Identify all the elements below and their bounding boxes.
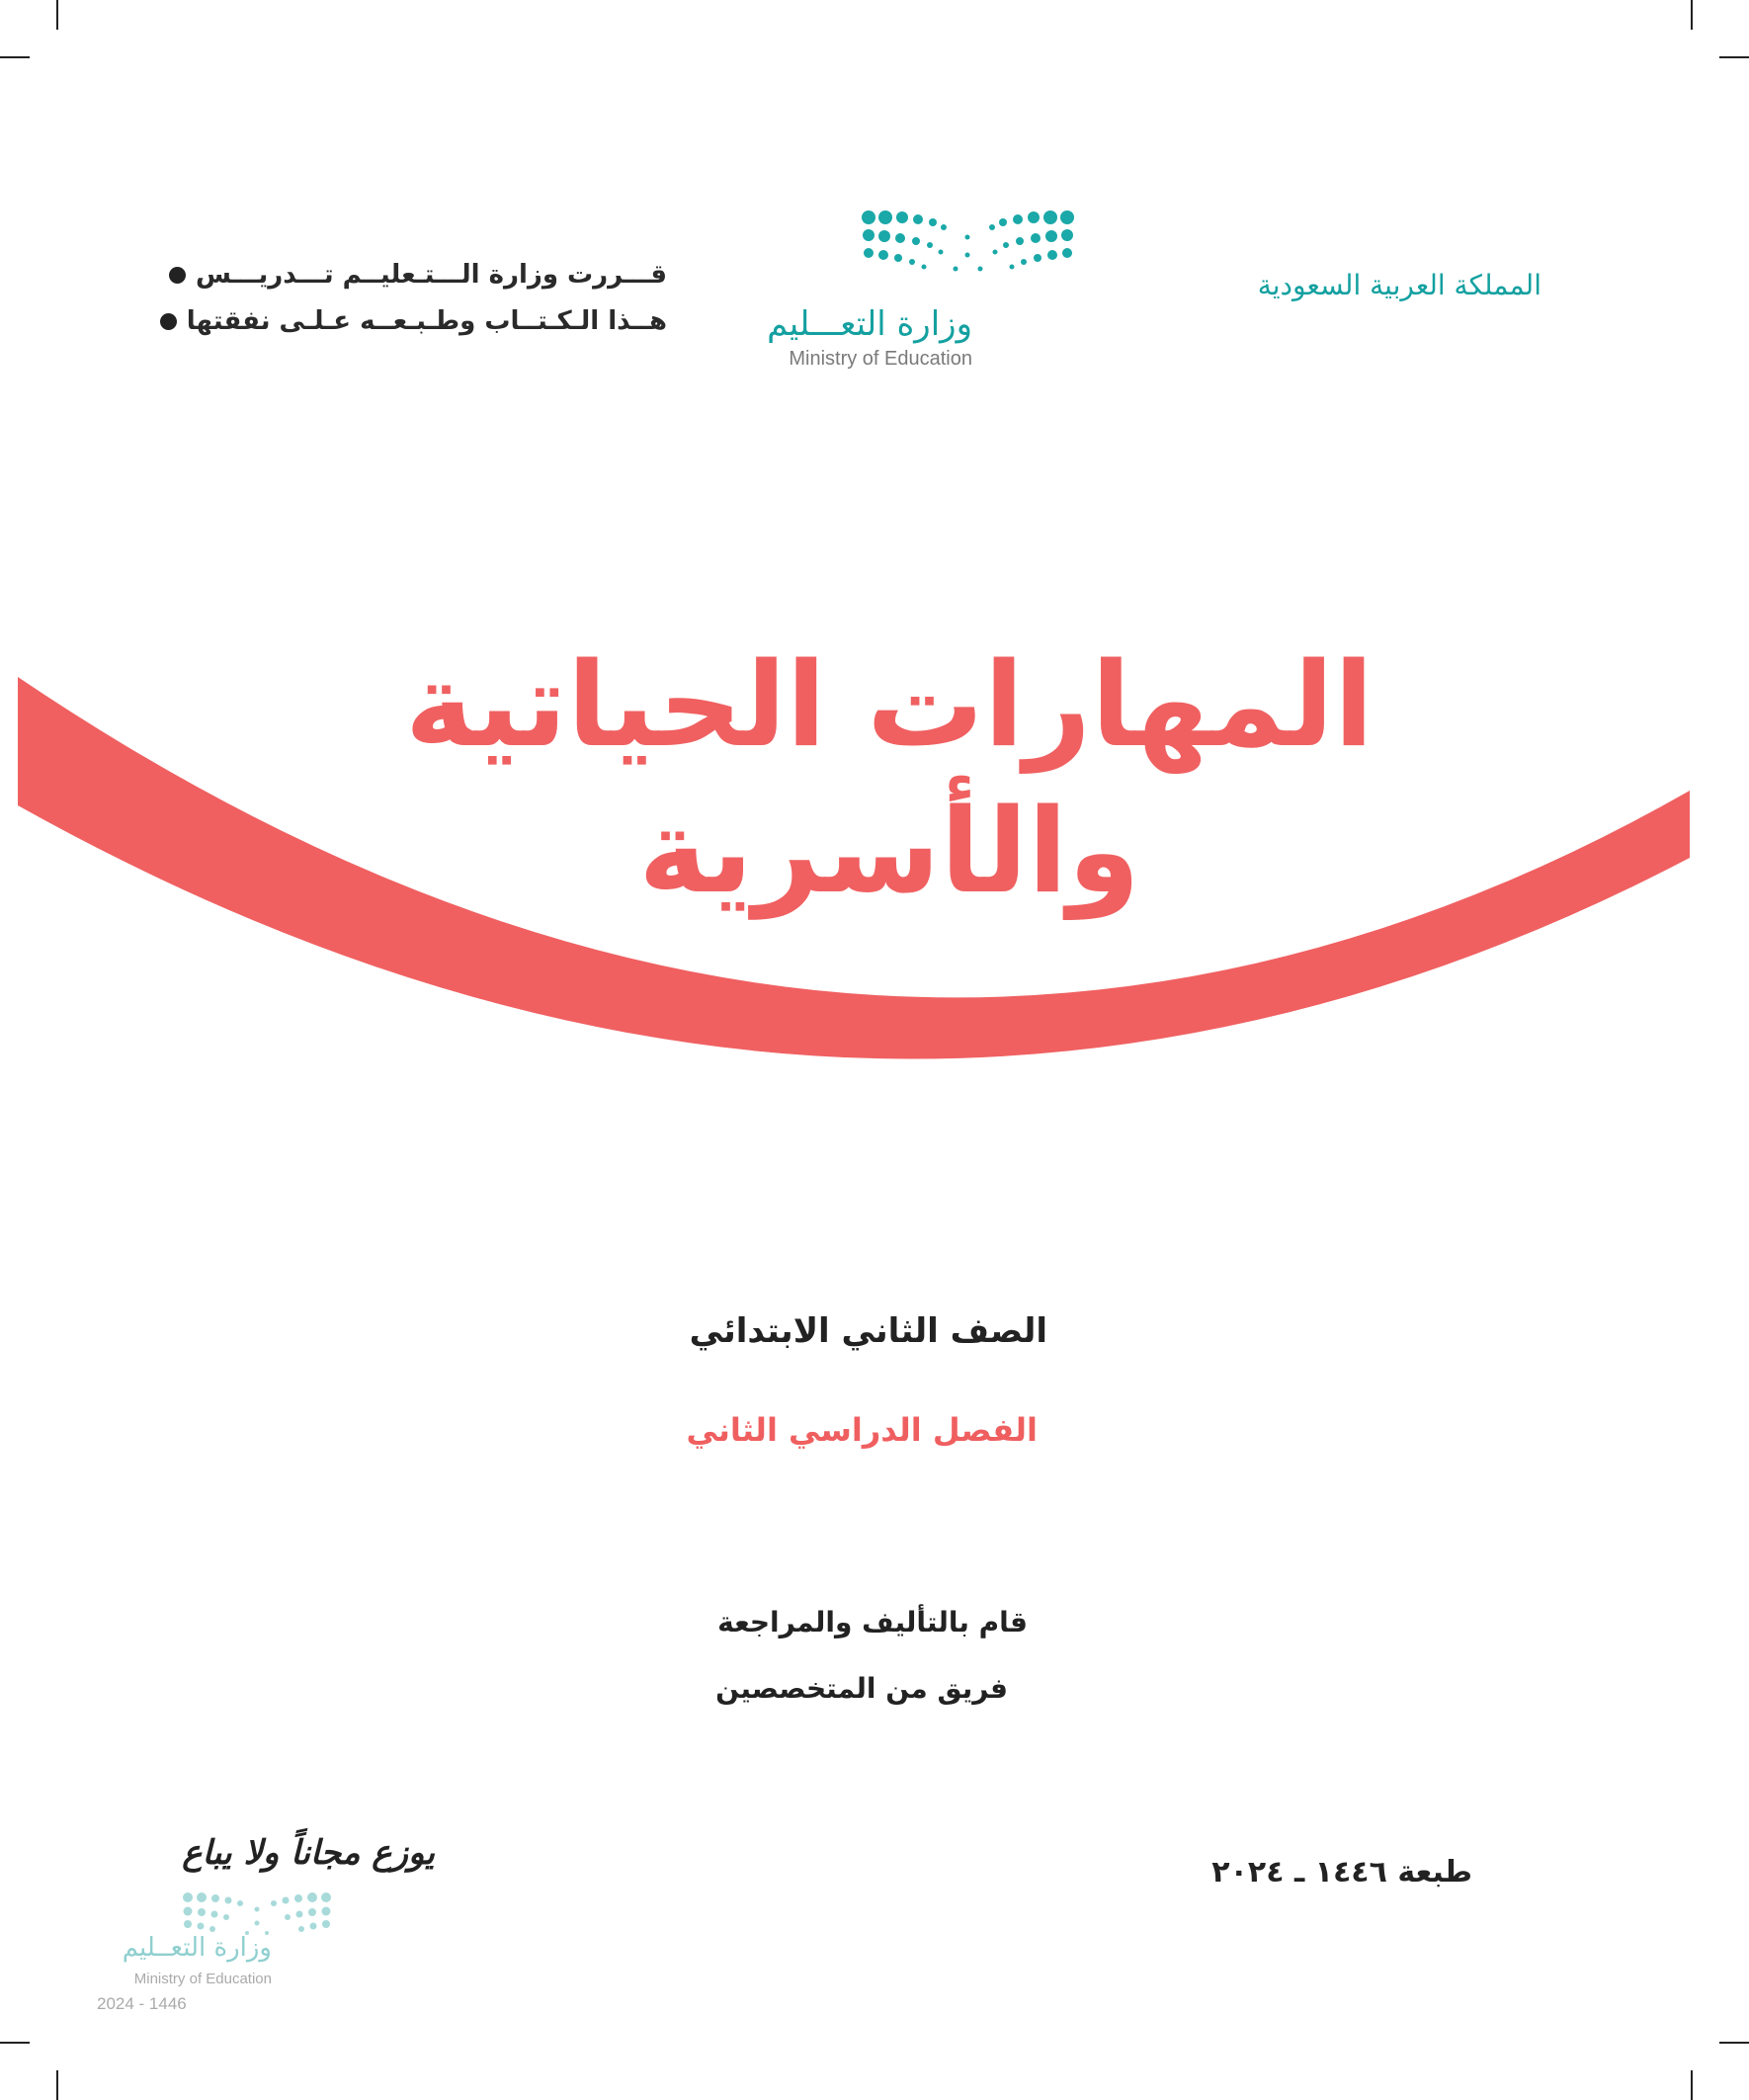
crop-mark — [56, 2070, 58, 2100]
decree-line — [186, 306, 667, 336]
ministry-name-english: Ministry of Education — [789, 348, 972, 370]
authorship-line: فريق من المتخصصين — [715, 1672, 1008, 1705]
free-distribution-stamp: يوزع مجاناً ولا يباع — [182, 1833, 435, 1873]
footer-ministry-english: Ministry of Education — [133, 1971, 272, 1987]
footer-ministry-arabic: وزارة التعــليم — [122, 1933, 272, 1963]
crop-mark — [1719, 56, 1749, 58]
grade-label: الصف الثاني الابتدائي — [689, 1311, 1047, 1351]
crop-mark — [56, 0, 58, 30]
ministry-name-arabic: وزارة التعـــليم — [767, 304, 972, 344]
edition-label: طبعة ١٤٤٦ ـ ٢٠٢٤ — [1211, 1855, 1472, 1890]
book-title: المهارات الحياتية والأسرية — [404, 636, 1374, 919]
crop-mark — [1691, 2070, 1693, 2100]
decree-text: هــذا الـكـتــاب وطـبـعــه عـلـى نفقتها — [186, 306, 667, 336]
bullet-icon — [160, 313, 177, 330]
bullet-icon — [169, 267, 186, 284]
footer-year: 2024 - 1446 — [97, 1994, 187, 2013]
crop-mark — [0, 56, 30, 58]
semester-label: الفصل الدراسي الثاني — [686, 1411, 1038, 1449]
authorship-line: قام بالتأليف والمراجعة — [717, 1606, 1028, 1638]
decree-text: قـــررت وزارة الـــتـعليــم تـــدريـــس — [196, 260, 667, 290]
crop-mark — [0, 2042, 30, 2044]
kingdom-name: المملكة العربية السعودية — [1257, 269, 1541, 301]
decree-line — [196, 260, 667, 290]
crop-mark — [1719, 2042, 1749, 2044]
crop-mark — [1691, 0, 1693, 30]
